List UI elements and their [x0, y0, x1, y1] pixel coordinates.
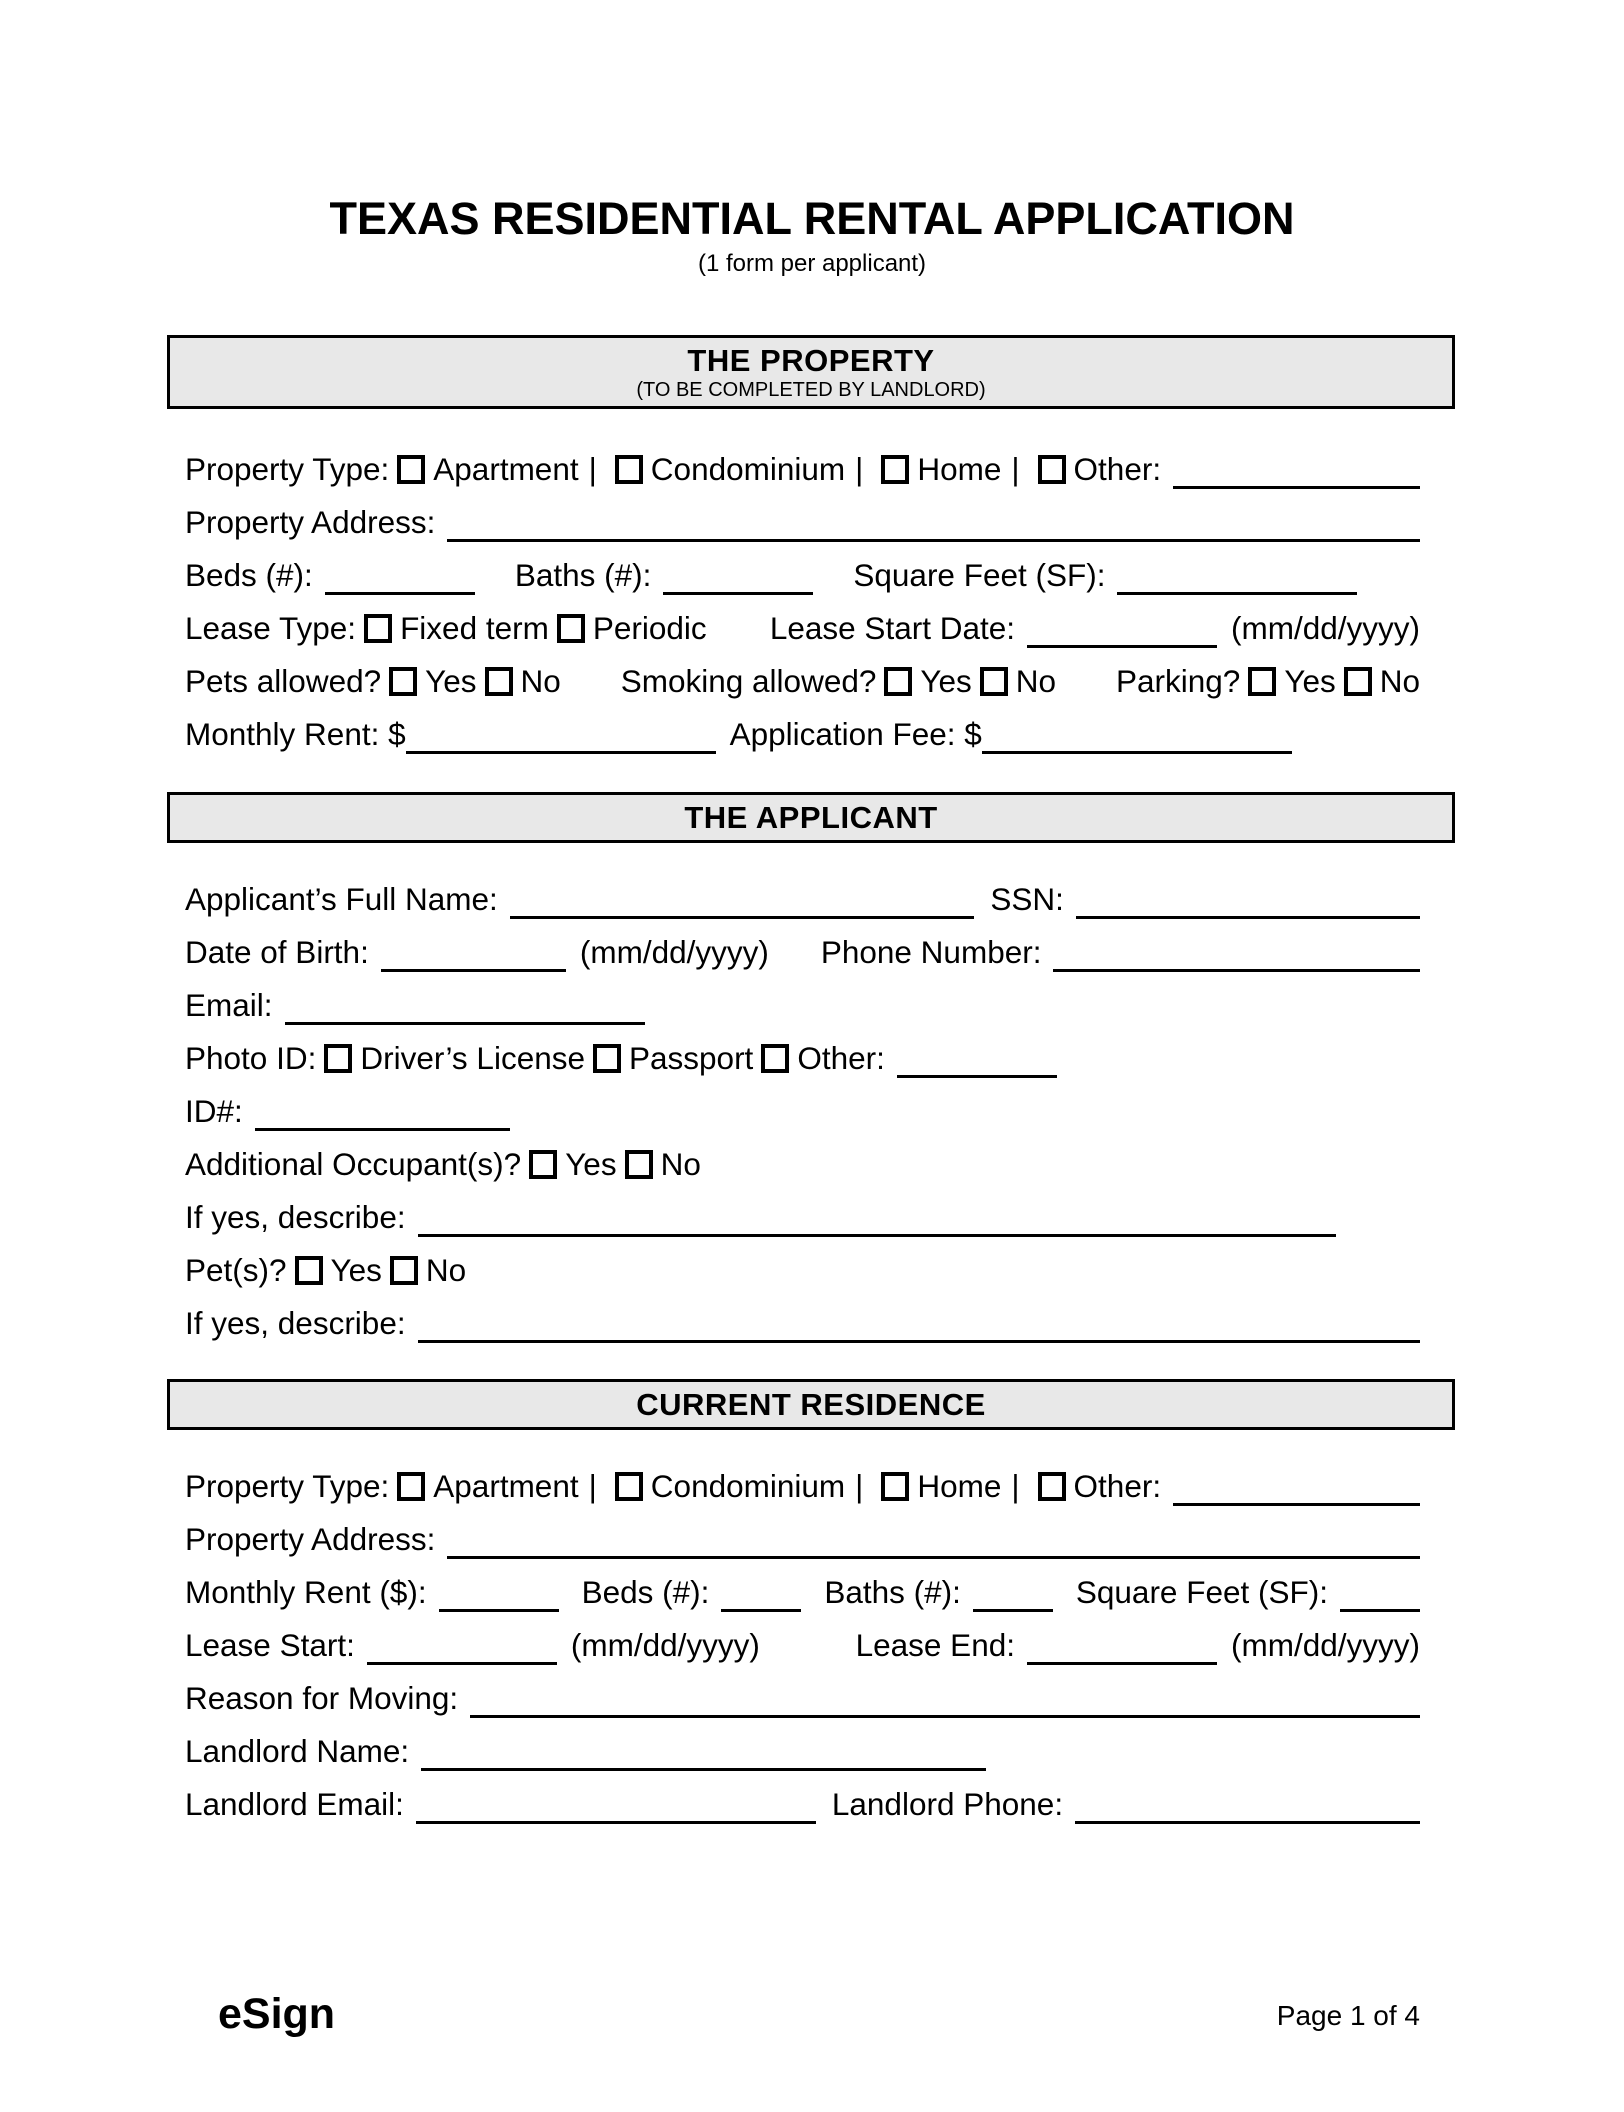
field-email[interactable]: [285, 984, 645, 1025]
separator: |: [855, 1468, 864, 1504]
parking-yes-label: Yes: [1284, 663, 1336, 699]
photo-id-row: [185, 1038, 1420, 1078]
parking-no-label: No: [1379, 663, 1420, 699]
field-photo-id-other[interactable]: [897, 1037, 1057, 1078]
property-baths-label: Baths (#):: [514, 557, 652, 593]
photo-id-other-label: Other:: [797, 1040, 885, 1076]
pets-allowed-yes-checkbox[interactable]: [389, 667, 417, 696]
field-residence-lease-end[interactable]: [1027, 1624, 1217, 1665]
property-apartment-label: Apartment: [433, 451, 579, 487]
residence-beds-label: Beds (#):: [581, 1574, 710, 1610]
residence-condominium-checkbox[interactable]: [615, 1472, 643, 1501]
separator: |: [1011, 1468, 1020, 1504]
smoking-allowed-label: Smoking allowed?: [620, 663, 877, 699]
dob-phone-row: [185, 932, 1420, 972]
property-apartment-checkbox[interactable]: [397, 455, 425, 484]
section-header-applicant: [167, 792, 1455, 843]
ssn-label: SSN:: [990, 881, 1064, 917]
occupants-yes-checkbox[interactable]: [529, 1150, 557, 1179]
residence-address-label: Property Address:: [185, 1521, 436, 1557]
additional-occupants-label: Additional Occupant(s)?: [185, 1146, 522, 1182]
date-of-birth-label: Date of Birth:: [185, 934, 369, 970]
landlord-contact-row: [185, 1784, 1420, 1824]
pets-describe-label: If yes, describe:: [185, 1305, 406, 1341]
photo-id-label: Photo ID:: [185, 1040, 317, 1076]
property-home-label: Home: [917, 451, 1002, 487]
applicant-name-row: [185, 879, 1420, 919]
field-residence-lease-start[interactable]: [367, 1624, 557, 1665]
field-residence-type-other[interactable]: [1173, 1465, 1420, 1506]
section-title-property: THE PROPERTY: [687, 343, 935, 378]
separator: |: [855, 451, 864, 487]
drivers-license-label: Driver’s License: [360, 1040, 585, 1076]
phone-number-label: Phone Number:: [820, 934, 1042, 970]
id-number-row: [185, 1091, 1420, 1131]
property-beds-label: Beds (#):: [185, 557, 313, 593]
applicant-pets-no-checkbox[interactable]: [390, 1256, 418, 1285]
document-header: [0, 0, 1624, 279]
pets-allowed-no-checkbox[interactable]: [485, 667, 513, 696]
property-condominium-label: Condominium: [650, 451, 846, 487]
landlord-email-label: Landlord Email:: [185, 1786, 404, 1822]
residence-sqft-group: [1076, 1571, 1420, 1612]
pets-allowed-no-label: No: [520, 663, 561, 699]
lease-start-date-label: Lease Start Date:: [769, 610, 1015, 646]
applicant-pets-label: Pet(s)?: [185, 1252, 287, 1288]
residence-monthly-rent-label: Monthly Rent ($):: [185, 1574, 427, 1610]
residence-lease-start-group: [185, 1624, 760, 1665]
field-pets-describe[interactable]: [418, 1302, 1420, 1343]
residence-apartment-label: Apartment: [433, 1468, 579, 1504]
property-section-body: [185, 449, 1420, 754]
page-number: Page 1 of 4: [1276, 2000, 1420, 2031]
photo-id-passport-checkbox[interactable]: [593, 1044, 621, 1073]
lease-fixed-term-label: Fixed term: [400, 610, 549, 646]
residence-address-row: [185, 1519, 1420, 1559]
field-property-sqft[interactable]: [1117, 554, 1357, 595]
parking-label: Parking?: [1116, 663, 1241, 699]
property-size-row: [185, 555, 1420, 595]
esign-logo: eSign: [218, 1990, 336, 2038]
page-title: TEXAS RESIDENTIAL RENTAL APPLICATION: [329, 193, 1295, 244]
application-fee-label: Application Fee: $: [729, 716, 982, 752]
field-property-beds[interactable]: [325, 554, 475, 595]
residence-other-label: Other:: [1073, 1468, 1162, 1504]
photo-id-other-checkbox[interactable]: [761, 1044, 789, 1073]
email-label: Email:: [185, 987, 273, 1023]
occupants-no-label: No: [660, 1146, 701, 1182]
residence-type-row: [185, 1466, 1420, 1506]
property-permissions-row: [185, 661, 1420, 701]
parking-group: [1116, 661, 1420, 701]
field-id-number[interactable]: [255, 1090, 510, 1131]
additional-occupants-row: [185, 1144, 1420, 1184]
property-other-checkbox[interactable]: [1038, 455, 1066, 484]
residence-baths-group: [824, 1571, 1053, 1612]
property-type-label: Property Type:: [185, 451, 390, 487]
applicant-pets-no-label: No: [425, 1252, 467, 1288]
field-lease-start-date[interactable]: [1027, 607, 1217, 648]
photo-id-drivers-license-checkbox[interactable]: [324, 1044, 352, 1073]
section-header-residence: [167, 1379, 1455, 1430]
smoking-allowed-group: [621, 661, 1056, 701]
residence-apartment-checkbox[interactable]: [397, 1472, 425, 1501]
reason-for-moving-label: Reason for Moving:: [185, 1680, 459, 1716]
lease-type-row: [185, 608, 1420, 648]
field-date-of-birth[interactable]: [381, 931, 566, 972]
parking-no-checkbox[interactable]: [1344, 667, 1372, 696]
residence-lease-end-label: Lease End:: [855, 1627, 1015, 1663]
lease-periodic-label: Periodic: [592, 610, 707, 646]
field-property-type-other[interactable]: [1173, 448, 1420, 489]
residence-beds-group: [582, 1571, 802, 1612]
occupants-describe-label: If yes, describe:: [185, 1199, 406, 1235]
residence-sqft-label: Square Feet (SF):: [1075, 1574, 1328, 1610]
residence-home-label: Home: [917, 1468, 1002, 1504]
smoking-allowed-yes-checkbox[interactable]: [884, 667, 912, 696]
field-application-fee[interactable]: [982, 713, 1292, 754]
occupants-yes-label: Yes: [565, 1146, 617, 1182]
property-address-row: [185, 502, 1420, 542]
lease-start-date-format: (mm/dd/yyyy): [1231, 610, 1420, 646]
id-number-label: ID#:: [185, 1093, 243, 1129]
page-subtitle: (1 form per applicant): [697, 250, 927, 277]
field-occupants-describe[interactable]: [418, 1196, 1336, 1237]
property-type-row: [185, 449, 1420, 489]
residence-condominium-label: Condominium: [650, 1468, 846, 1504]
pets-allowed-yes-label: Yes: [425, 663, 477, 699]
field-landlord-phone[interactable]: [1075, 1783, 1420, 1824]
field-monthly-rent[interactable]: [406, 713, 716, 754]
residence-other-checkbox[interactable]: [1038, 1472, 1066, 1501]
passport-label: Passport: [629, 1040, 754, 1076]
field-phone-number[interactable]: [1053, 931, 1420, 972]
field-residence-address[interactable]: [447, 1518, 1420, 1559]
separator: |: [588, 1468, 597, 1504]
occupants-describe-row: [185, 1197, 1420, 1237]
pets-allowed-label: Pets allowed?: [185, 663, 382, 699]
section-title-residence: CURRENT RESIDENCE: [636, 1387, 986, 1422]
property-home-checkbox[interactable]: [881, 455, 909, 484]
reason-for-moving-row: [185, 1678, 1420, 1718]
property-condominium-checkbox[interactable]: [615, 455, 643, 484]
field-residence-baths[interactable]: [973, 1571, 1053, 1612]
field-residence-sqft[interactable]: [1340, 1571, 1420, 1612]
applicant-full-name-label: Applicant’s Full Name:: [185, 881, 498, 917]
landlord-phone-label: Landlord Phone:: [831, 1786, 1064, 1822]
landlord-name-label: Landlord Name:: [185, 1733, 410, 1769]
field-ssn[interactable]: [1076, 878, 1420, 919]
field-landlord-name[interactable]: [421, 1730, 986, 1771]
rent-fee-row: [185, 714, 1420, 754]
residence-type-label: Property Type:: [185, 1468, 390, 1504]
field-landlord-email[interactable]: [416, 1783, 816, 1824]
separator: |: [588, 451, 597, 487]
lease-periodic-checkbox[interactable]: [557, 614, 585, 643]
property-address-label: Property Address:: [185, 504, 436, 540]
applicant-pets-yes-label: Yes: [330, 1252, 382, 1288]
applicant-pets-row: [185, 1250, 1420, 1290]
occupants-no-checkbox[interactable]: [625, 1150, 653, 1179]
field-property-address[interactable]: [447, 501, 1420, 542]
field-residence-monthly-rent[interactable]: [439, 1571, 559, 1612]
email-row: [185, 985, 1420, 1025]
section-subtitle-property: (TO BE COMPLETED BY LANDLORD): [636, 379, 986, 401]
separator: |: [1011, 451, 1020, 487]
monthly-rent-label: Monthly Rent: $: [185, 716, 406, 752]
applicant-pets-yes-checkbox[interactable]: [295, 1256, 323, 1285]
pets-allowed-group: [185, 661, 561, 701]
smoking-allowed-no-label: No: [1015, 663, 1057, 699]
smoking-allowed-no-checkbox[interactable]: [980, 667, 1008, 696]
field-applicant-full-name[interactable]: [510, 878, 975, 919]
applicant-section-body: [185, 879, 1420, 1343]
section-header-property: [167, 335, 1455, 409]
residence-details-row: [185, 1572, 1420, 1612]
residence-rent-group: [185, 1571, 559, 1612]
lease-type-label: Lease Type:: [185, 610, 357, 646]
residence-lease-end-group: [856, 1624, 1420, 1665]
residence-section-body: [185, 1466, 1420, 1824]
property-sqft-label: Square Feet (SF):: [853, 557, 1106, 593]
landlord-name-row: [185, 1731, 1420, 1771]
residence-lease-start-label: Lease Start:: [185, 1627, 355, 1663]
residence-home-checkbox[interactable]: [881, 1472, 909, 1501]
field-residence-beds[interactable]: [721, 1571, 801, 1612]
lease-fixed-term-checkbox[interactable]: [364, 614, 392, 643]
property-other-label: Other:: [1073, 451, 1162, 487]
parking-yes-checkbox[interactable]: [1248, 667, 1276, 696]
pets-describe-row: [185, 1303, 1420, 1343]
residence-lease-end-format: (mm/dd/yyyy): [1231, 1627, 1420, 1663]
residence-baths-label: Baths (#):: [824, 1574, 961, 1610]
residence-lease-dates-row: [185, 1625, 1420, 1665]
residence-lease-start-format: (mm/dd/yyyy): [570, 1627, 760, 1663]
section-title-applicant: THE APPLICANT: [684, 800, 938, 835]
smoking-allowed-yes-label: Yes: [920, 663, 972, 699]
field-reason-for-moving[interactable]: [470, 1677, 1420, 1718]
lease-type-group: [185, 608, 707, 648]
dob-date-format: (mm/dd/yyyy): [579, 934, 769, 970]
lease-start-group: [770, 607, 1420, 648]
field-property-baths[interactable]: [663, 554, 813, 595]
